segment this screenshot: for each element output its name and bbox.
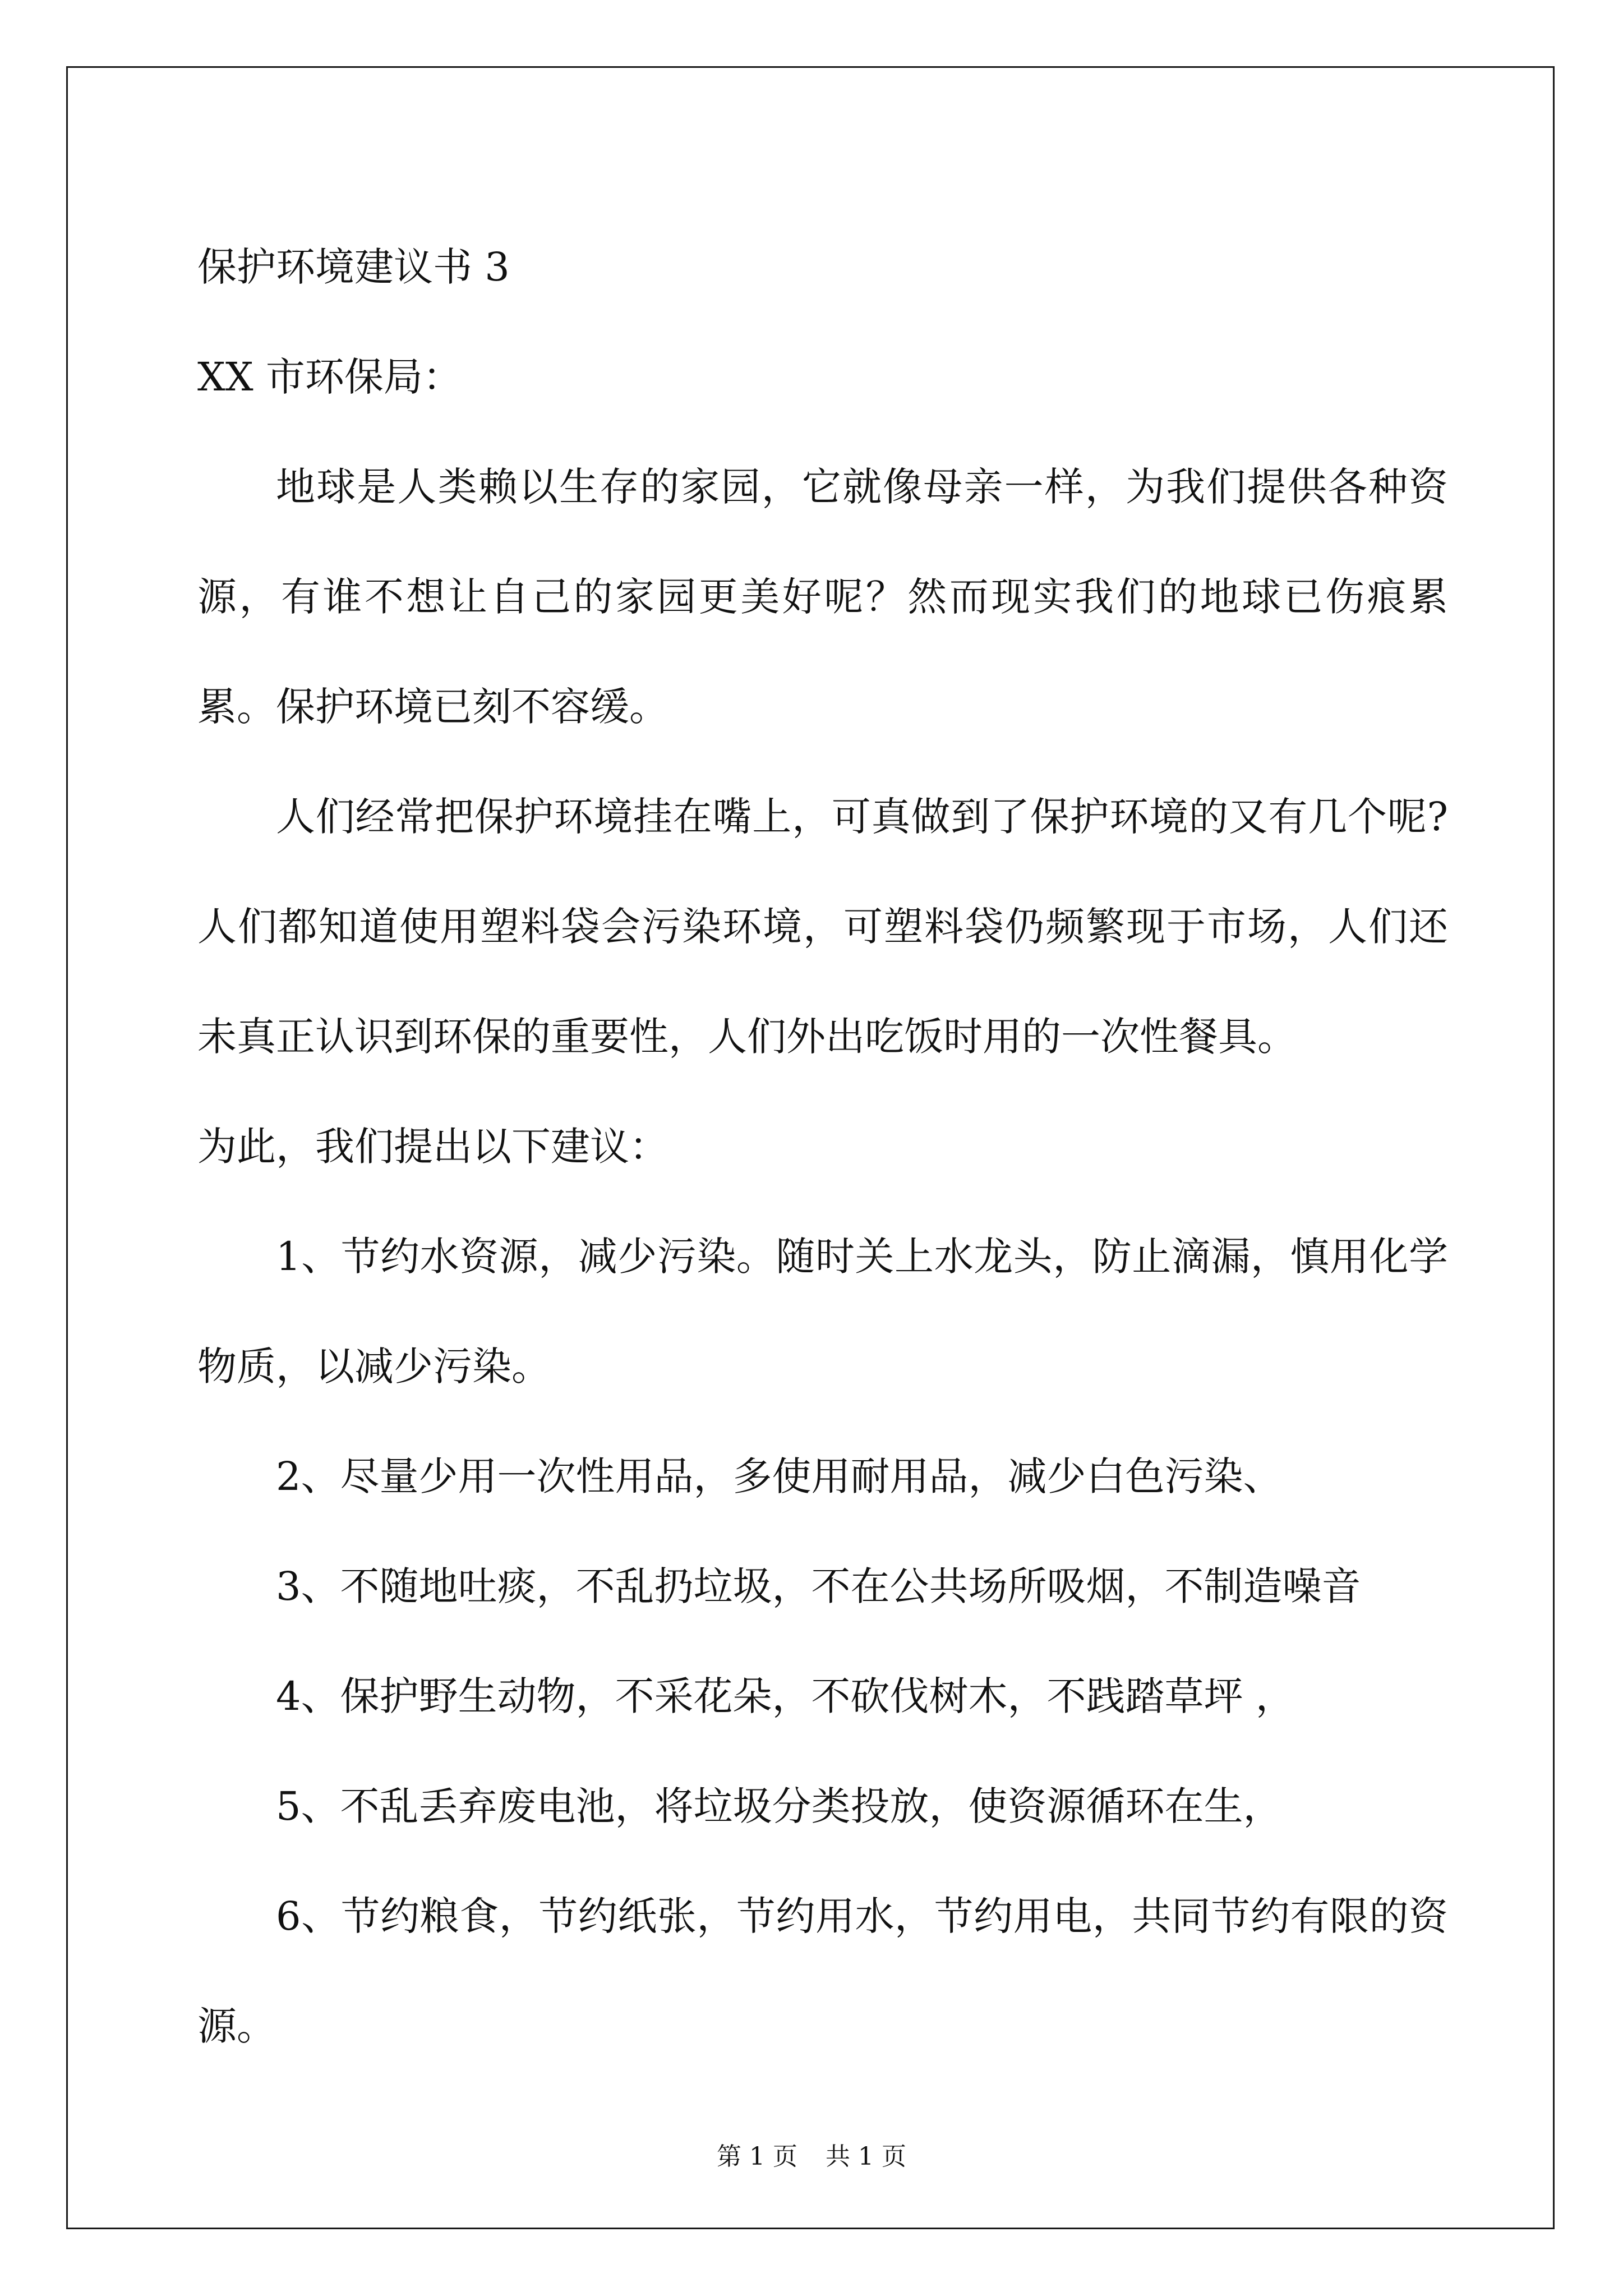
suggestion-6	[197, 1861, 1448, 2081]
suggestion-3	[197, 1531, 1448, 1641]
intro-line: 为此，我们提出以下建议：	[197, 1124, 668, 1170]
page-footer	[0, 2136, 1623, 2172]
paragraph-1	[197, 432, 1448, 762]
suggestion-text: 6、节约粮食，节约纸张，节约用水，节约用电，共同节约有限的资源。	[197, 1893, 1448, 2049]
document-title: 保护环境建议书 3	[197, 244, 510, 290]
suggestion-1	[197, 1202, 1448, 1421]
suggestion-text: 3、不随地吐痰，不乱扔垃圾，不在公共场所吸烟，不制造噪音	[276, 1563, 1361, 1609]
paragraph-text: 地球是人类赖以生存的家园，它就像母亲一样，为我们提供各种资源，有谁不想让自己的家园更美好呢？然而现实我们的地球已伤痕累累。保护环境已刻不容缓。	[197, 464, 1448, 730]
paragraph-text: 人们经常把保护环境挂在嘴上，可真做到了保护环境的又有几个呢?人们都知道使用塑料袋会污染环境，可塑料袋仍频繁现于市场，人们还未真正认识到环保的重要性，人们外出吃饭时用的一次性餐具。	[197, 794, 1448, 1060]
suggestion-text: 1、节约水资源，减少污染。随时关上水龙头，防止滴漏，慎用化学物质，以减少污染。	[197, 1234, 1448, 1389]
suggestion-text: 5、不乱丢弃废电池，将垃圾分类投放，使资源循环在生，	[276, 1783, 1283, 1829]
suggestion-2	[197, 1421, 1448, 1531]
suggestion-text: 2、尽量少用一次性用品，多使用耐用品，减少白色污染、	[276, 1453, 1283, 1499]
paragraph-2	[197, 762, 1448, 1092]
salutation: XX 市环保局：	[197, 354, 462, 400]
page-total: 共 1 页	[826, 2142, 906, 2171]
document-body	[197, 212, 1448, 2081]
page-number: 第 1 页	[717, 2142, 797, 2171]
suggestion-5	[197, 1751, 1448, 1861]
suggestion-4	[197, 1641, 1448, 1751]
suggestion-text: 4、保护野生动物，不采花朵，不砍伐树木，不践踏草坪 ，	[276, 1673, 1295, 1719]
